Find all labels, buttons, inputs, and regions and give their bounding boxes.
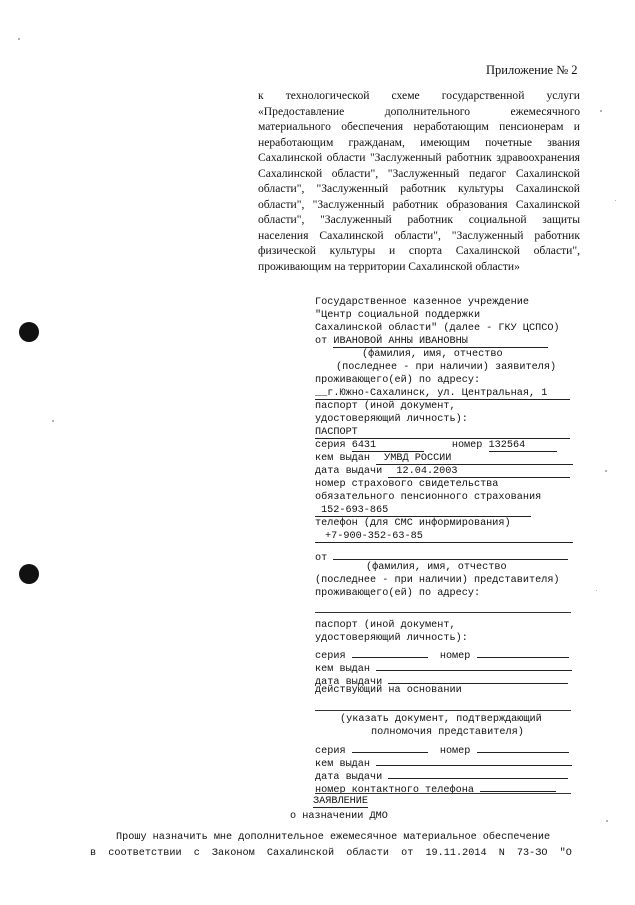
applicant-snils-label1: номер страхового свидетельства — [315, 479, 499, 490]
rep-issued2-field[interactable] — [376, 754, 572, 766]
applicant-number-label: номер — [451, 440, 483, 451]
applicant-date-label: дата выдачи — [315, 466, 383, 477]
rep-basis-line[interactable] — [315, 710, 571, 711]
applicant-issued-field[interactable] — [376, 453, 573, 465]
rep-number-field[interactable] — [477, 646, 569, 658]
applicant-name-field[interactable] — [333, 336, 548, 348]
applicant-address-row — [315, 388, 570, 400]
rep-phone-line[interactable] — [315, 793, 571, 794]
punch-hole — [19, 564, 39, 584]
applicant-doc-label2: удостоверяющий личность): — [315, 414, 468, 425]
rep-basis-label: действующий на основании — [315, 685, 462, 696]
scan-speck — [596, 590, 597, 591]
applicant-snils-label2: обязательного пенсионного страхования — [315, 492, 542, 503]
applicant-snils-row — [315, 505, 531, 517]
scan-speck — [52, 420, 54, 422]
rep-from-label: от — [315, 553, 328, 564]
appendix-description: к технологической схеме государственной услуги «Предоставление дополнительного ежемесячного материального обеспечения неработающим пенсионерам и неработающим гражданам, имеющим почетные звания Сахалинской области "Заслуженный работник здравоохранения Сахалинской области", "Заслуженный педагог Сахалинской области", "Заслуженный работник культуры Сахалинской области", "Заслуженный работник образования Сахалинской области", "Заслуженный работник социальной защиты населения Сахалинской области", "Заслуженный работник физической культуры и спорта Сахалинской области", проживающим на территории Сахалинской области» — [258, 89, 580, 273]
applicant-doc-row — [315, 427, 570, 439]
applicant-doc-value: ПАСПОРТ — [315, 427, 358, 438]
applicant-series-field[interactable] — [352, 440, 424, 452]
scan-speck — [606, 820, 608, 822]
rep-doc-label1: паспорт (иной документ, — [315, 620, 456, 631]
appendix-label: Приложение № 2 — [486, 63, 578, 77]
statement-body-line2: в соответствии с Законом Сахалинской области от 19.11.2014 N 73-ЗО "О — [90, 848, 572, 859]
applicant-issued-label: кем выдан — [315, 453, 371, 464]
rep-series-label: серия — [315, 651, 346, 662]
scan-speck — [600, 110, 602, 112]
rep-date-label: дата выдачи — [315, 677, 383, 688]
applicant-name-value: ИВАНОВОЙ АННЫ ИВАНОВНЫ — [333, 336, 468, 347]
applicant-phone-label: телефон (для СМС информирования) — [315, 518, 511, 529]
applicant-date-value: 12.04.2003 — [396, 466, 458, 477]
applicant-name-row — [315, 336, 548, 348]
recipient-line1: Государственное казенное учреждение — [315, 297, 529, 308]
applicant-address-value: г.Южно-Сахалинск, ул. Центральная, 1 — [327, 388, 548, 399]
rep-doc-label2: удостоверяющий личность): — [315, 633, 468, 644]
applicant-date-row — [315, 466, 570, 478]
rep-issued2-label: кем выдан — [315, 759, 371, 770]
applicant-from-label: от — [315, 336, 328, 347]
applicant-snils-value: 152-693-865 — [321, 505, 389, 516]
applicant-address-label: проживающего(ей) по адресу: — [315, 375, 481, 386]
statement-title — [313, 796, 368, 808]
rep-number2-label: номер — [439, 746, 471, 757]
rep-issued-field[interactable] — [376, 659, 572, 671]
rep-fio-hint2: (последнее - при наличии) представителя) — [315, 575, 560, 586]
recipient-line2: "Центр социальной поддержки — [315, 310, 481, 321]
rep-fio-hint1: (фамилия, имя, отчество — [366, 562, 507, 573]
applicant-series-label: серия — [315, 440, 346, 451]
applicant-date-field[interactable] — [388, 466, 570, 478]
scan-speck — [18, 38, 20, 40]
rep-basis-hint1: (указать документ, подтверждающий — [340, 714, 542, 725]
scan-speck — [605, 470, 607, 472]
statement-title-text: ЗАЯВЛЕНИЕ — [313, 796, 369, 807]
applicant-doc-label1: паспорт (иной документ, — [315, 401, 456, 412]
rep-basis-hint2: полномочия представителя) — [371, 727, 524, 738]
applicant-doc-field[interactable] — [315, 427, 570, 439]
rep-date2-field[interactable] — [388, 767, 568, 779]
applicant-series-value: 6431 — [351, 440, 377, 451]
rep-address-line[interactable] — [315, 612, 571, 613]
applicant-fio-hint2: (последнее - при наличии) заявителя) — [336, 362, 557, 373]
applicant-series-row — [315, 440, 557, 452]
rep-address-label: проживающего(ей) по адресу: — [315, 588, 481, 599]
recipient-line3: Сахалинской области" (далее - ГКУ ЦСПСО) — [315, 323, 560, 334]
rep-series2-field[interactable] — [352, 741, 428, 753]
rep-phone-field[interactable] — [480, 780, 556, 792]
rep-date2-label: дата выдачи — [315, 772, 383, 783]
rep-issued-label: кем выдан — [315, 664, 371, 675]
rep-name-field[interactable] — [333, 548, 568, 560]
rep-phone-label: номер контактного телефона — [315, 785, 474, 796]
applicant-snils-field[interactable] — [315, 505, 531, 517]
applicant-fio-hint1: (фамилия, имя, отчество — [362, 349, 503, 360]
scan-speck — [615, 200, 616, 201]
applicant-phone-value: +7-900-352-63-85 — [325, 531, 423, 542]
rep-series-field[interactable] — [352, 646, 428, 658]
punch-hole — [19, 322, 39, 342]
rep-number2-field[interactable] — [477, 741, 569, 753]
rep-number-label: номер — [439, 651, 471, 662]
applicant-issued-value: УМВД РОССИИ — [384, 453, 452, 464]
applicant-phone-field[interactable] — [315, 531, 573, 543]
rep-date-field[interactable] — [388, 672, 568, 684]
applicant-number-field[interactable] — [489, 440, 557, 452]
rep-series2-label: серия — [315, 746, 346, 757]
applicant-issued-row — [315, 453, 573, 465]
applicant-phone-row — [315, 531, 573, 543]
applicant-address-field[interactable] — [315, 388, 570, 400]
statement-subtitle: о назначении ДМО — [290, 811, 388, 822]
statement-body-line1: Прошу назначить мне дополнительное ежемесячное материальное обеспечение — [116, 832, 551, 843]
applicant-number-value: 132564 — [488, 440, 526, 451]
applicant-address-prefix: __ — [315, 388, 328, 399]
